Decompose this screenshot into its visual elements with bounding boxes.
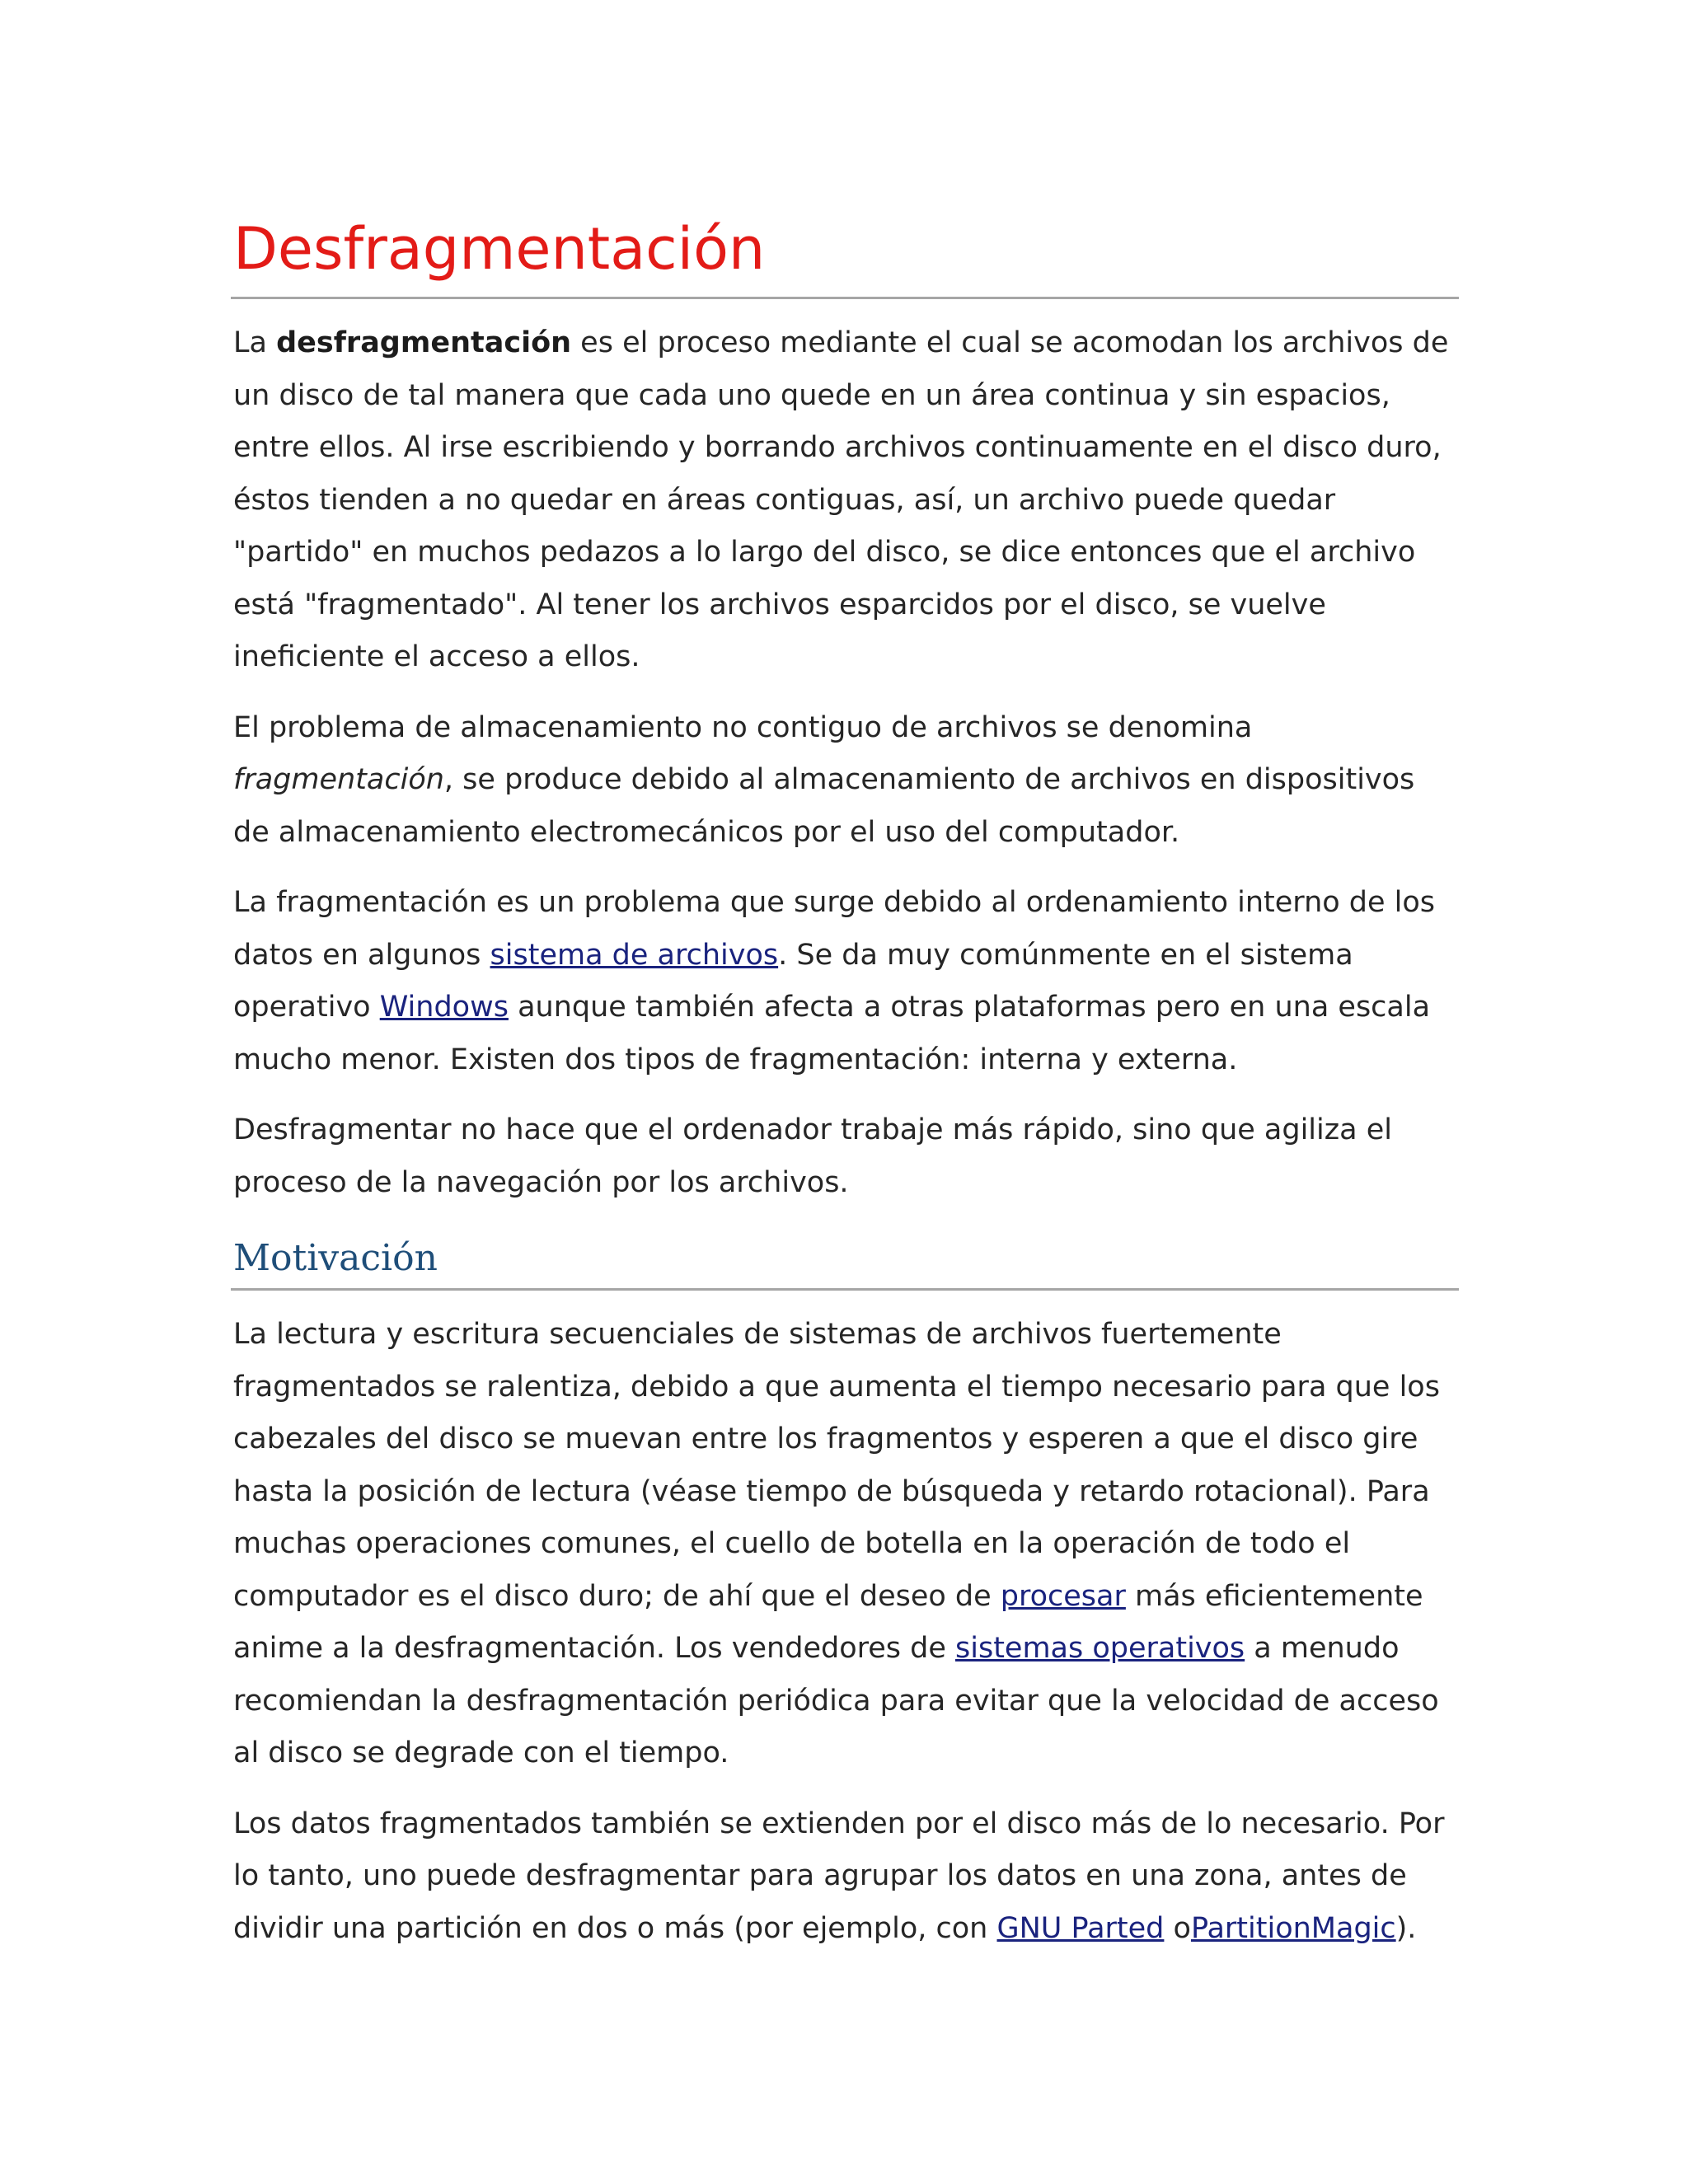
section-divider bbox=[231, 1288, 1459, 1291]
text-span: La bbox=[233, 326, 277, 359]
intro-paragraph-4: Desfragmentar no hace que el ordenador trabaje más rápido, sino que agiliza el proceso de la navegación por los archivos. bbox=[233, 1113, 1392, 1199]
text-span: . Se da muy comúnmente en el sistema operativo bbox=[233, 938, 1353, 1024]
intro-paragraph-2 bbox=[231, 702, 1459, 860]
motivacion-paragraph-2 bbox=[231, 1798, 1459, 1956]
text-span: aunque también afecta a otras plataformas pero en una escala mucho menor. Existen dos tipos de fragmentación: interna y externa. bbox=[233, 991, 1431, 1076]
text-span: El problema de almacenamiento no contiguo de archivos se denomina bbox=[233, 710, 1253, 744]
text-span: o bbox=[1164, 1911, 1191, 1945]
text-span: La fragmentación es un problema que surge debido al ordenamiento interno de los datos en algunos bbox=[233, 886, 1436, 972]
text-span: Los datos fragmentados también se extienden por el disco más de lo necesario. Por lo tanto, uno puede desfragmentar para agrupar los datos en una zona, antes de dividir una partición en dos o más (por ejemplo, con bbox=[233, 1807, 1445, 1945]
text-span: , se produce debido al almacenamiento de archivos en dispositivos de almacenamiento electromecánicos por el uso del computador. bbox=[233, 763, 1415, 849]
link-sistemas-operativos[interactable]: sistemas operativos bbox=[955, 1632, 1245, 1665]
text-span: más eficientemente anime a la desfragmentación. Los vendedores de bbox=[233, 1579, 1423, 1665]
intro-paragraph-3 bbox=[231, 877, 1459, 1086]
text-span: La lectura y escritura secuenciales de sistemas de archivos fuertemente fragmentados se ralentiza, debido a que aumenta el tiempo necesario para que los cabezales del disco se muevan entre los fragmentos y esperen a que el disco gire hasta la posición de lectura (véase tiempo de búsqueda y retardo rotacional). Para muchas operaciones comunes, el cuello de botella en la operación de todo el computador es el disco duro; de ahí que el deseo de bbox=[233, 1318, 1440, 1613]
text-span: es el proceso mediante el cual se acomodan los archivos de un disco de tal manera que cada uno quede en un área continua y sin espacios, entre ellos. Al irse escribiendo y borrando archivos continuamente en el disco duro, éstos tienden a no quedar en áreas contiguas, así, un archivo puede quedar "partido" en muchos pedazos a lo largo del disco, se dice entonces que el archivo está "fragmentado". Al tener los archivos esparcidos por el disco, se vuelve ineficiente el acceso a ellos. bbox=[233, 326, 1449, 673]
intro-paragraph-1 bbox=[231, 317, 1459, 684]
motivacion-paragraph-1 bbox=[231, 1309, 1459, 1780]
link-gnu-parted[interactable]: GNU Parted bbox=[996, 1911, 1165, 1945]
link-sistema-de-archivos[interactable]: sistema de archivos bbox=[490, 938, 779, 972]
link-procesar[interactable]: procesar bbox=[1000, 1579, 1126, 1613]
page-title: Desfragmentación bbox=[233, 215, 766, 283]
title-divider bbox=[231, 297, 1459, 299]
bold-term: desfragmentación bbox=[276, 326, 572, 359]
link-windows[interactable]: Windows bbox=[379, 991, 509, 1024]
link-partitionmagic[interactable]: PartitionMagic bbox=[1190, 1911, 1396, 1945]
section-heading-motivacion: Motivación bbox=[233, 1237, 438, 1279]
text-span: a menudo recomiendan la desfragmentación periódica para evitar que la velocidad de acceso al disco se degrade con el tiempo. bbox=[233, 1632, 1439, 1769]
italic-term: fragmentación bbox=[233, 763, 444, 796]
document-page bbox=[231, 0, 1459, 1955]
text-span: ). bbox=[1395, 1911, 1417, 1945]
